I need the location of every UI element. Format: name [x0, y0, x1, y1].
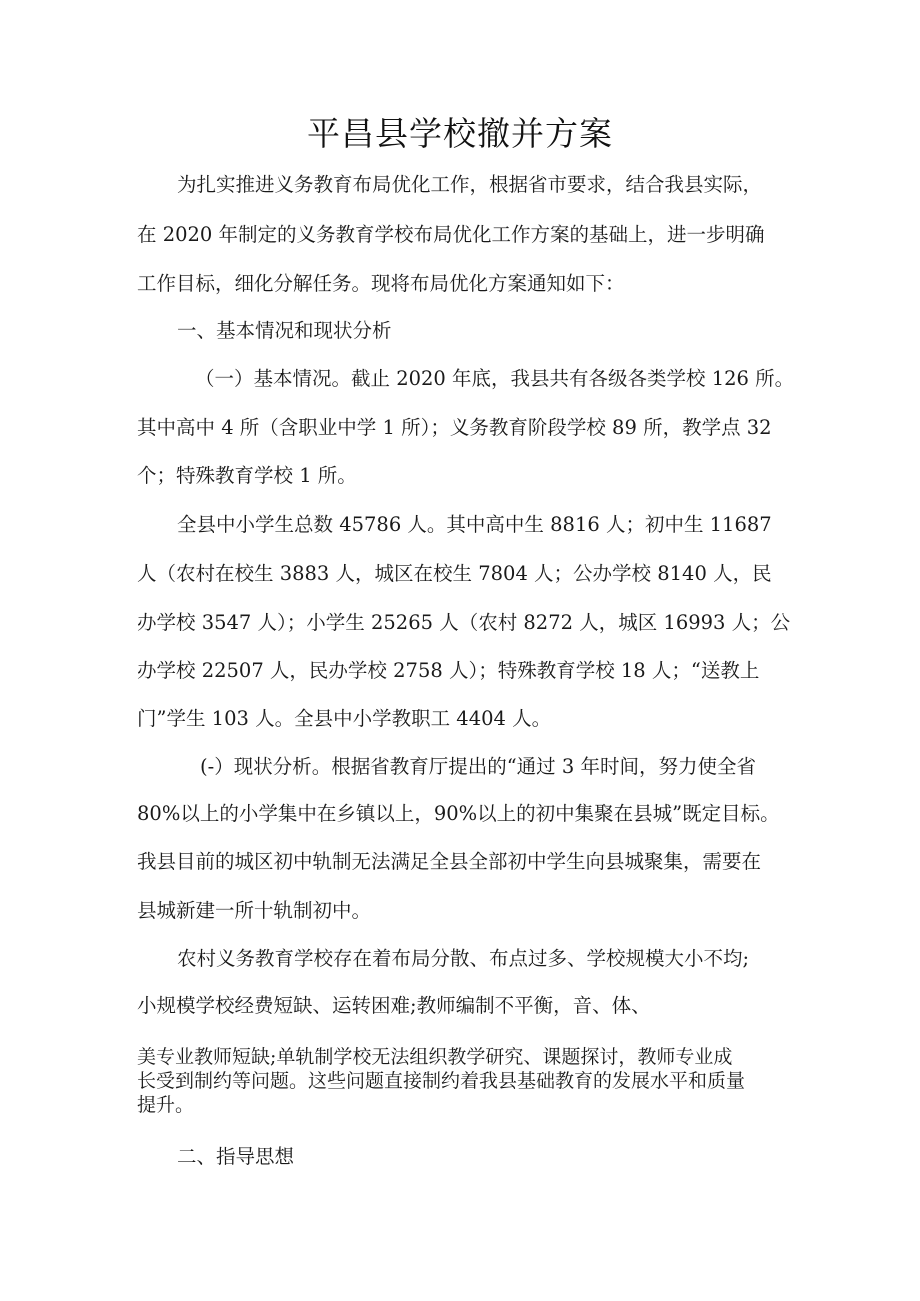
- section-heading: 二、指导思想: [177, 1145, 295, 1168]
- paragraph-line: 其中高中 4 所（含职业中学 1 所）；义务教育阶段学校 89 所，教学点 32: [137, 416, 772, 439]
- paragraph-line: 办学校 22507 人，民办学校 2758 人）；特殊教育学校 18 人；“送教上: [137, 659, 760, 682]
- paragraph-line: 长受到制约等问题。这些问题直接制约着我县基础教育的发展水平和质量: [137, 1070, 746, 1092]
- paragraph-line: 人（农村在校生 3883 人，城区在校生 7804 人；公办学校 8140 人，民: [137, 562, 772, 585]
- paragraph-line: 提升。: [137, 1094, 195, 1116]
- paragraph-line: 农村义务教育学校存在着布局分散、布点过多、学校规模大小不均;: [177, 947, 750, 970]
- paragraph-line: 个；特殊教育学校 1 所。: [137, 464, 357, 487]
- paragraph-line: 办学校 3547 人）；小学生 25265 人（农村 8272 人，城区 16993 人；公: [137, 611, 791, 634]
- paragraph-line: 门”学生 103 人。全县中小学教职工 4404 人。: [137, 707, 552, 730]
- paragraph-line: 县城新建一所十轨制初中。: [137, 899, 372, 922]
- paragraph-line: 我县目前的城区初中轨制无法满足全县全部初中学生向县城聚集，需要在: [137, 850, 762, 873]
- paragraph-line: 小规模学校经费短缺、运转困难;教师编制不平衡，音、体、: [137, 994, 651, 1017]
- document-title: 平昌县学校撤并方案: [307, 114, 613, 153]
- paragraph-line: 美专业教师短缺;单轨制学校无法组织教学研究、课题探讨，教师专业成: [137, 1046, 733, 1068]
- paragraph-line: 为扎实推进义务教育布局优化工作，根据省市要求，结合我县实际，: [177, 173, 763, 196]
- paragraph-line: 80%以上的小学集中在乡镇以上，90%以上的初中集聚在县城”既定目标。: [137, 802, 780, 825]
- paragraph-line: 全县中小学生总数 45786 人。其中高中生 8816 人；初中生 11687: [177, 513, 772, 536]
- paragraph-line: 工作目标，细化分解任务。现将布局优化方案通知如下：: [137, 272, 625, 295]
- paragraph-line: 在 2020 年制定的义务教育学校布局优化工作方案的基础上，进一步明确: [137, 223, 765, 246]
- section-heading: 一、基本情况和现状分析: [177, 319, 392, 342]
- paragraph-line: (-）现状分析。根据省教育厅提出的“通过 3 年时间，努力使全省: [200, 755, 756, 778]
- paragraph-line: （一）基本情况。截止 2020 年底，我县共有各级各类学校 126 所。: [195, 367, 795, 390]
